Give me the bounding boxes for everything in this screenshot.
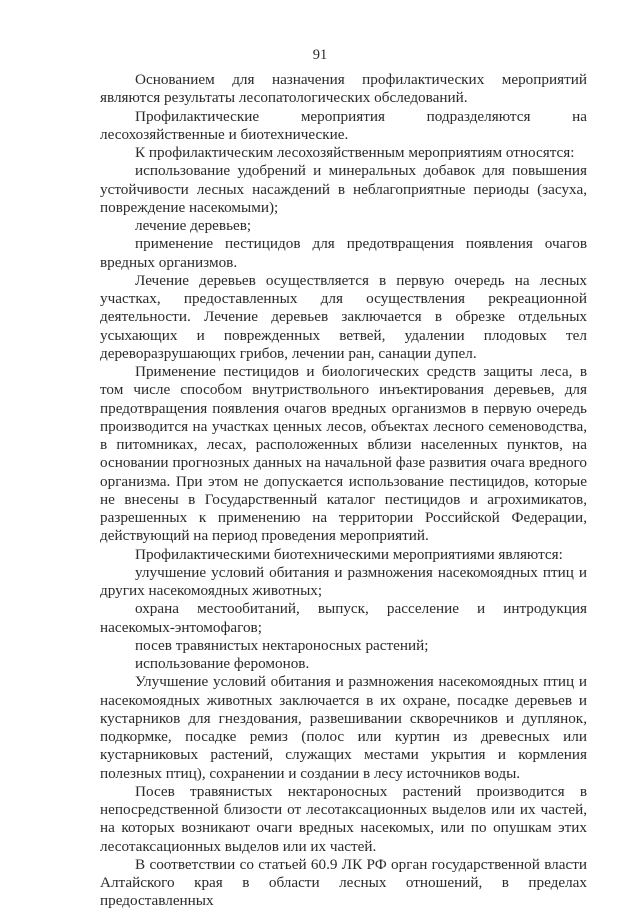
list-item-fertilizers: использование удобрений и минеральных добавок для повышения устойчивости лесных насаждений в неблагоприятные периоды (засуха, повреждение насекомыми); [100,162,587,216]
list-item-pesticides: применение пестицидов для предотвращения появления очагов вредных организмов. [100,235,587,271]
list-item-nectar-plants: посев травянистых нектароносных растений; [135,636,429,654]
page-number: 91 [312,47,328,63]
paragraph-tree-treatment: Лечение деревьев осуществляется в первую очередь на лесных участках, предоставленных для осуществления рекреационной деятельности. Лечение деревьев заключается в обрезке отдельных усыхающих и поврежденных ветвей, удалении плодовых тел дереворазрушающих грибов, лечении ран, санации дупел. [100,271,587,362]
list-item-birds: улучшение условий обитания и размножения насекомоядных птиц и других насекомоядных животных; [100,563,587,599]
list-item-pheromones: использование феромонов. [135,655,310,672]
list-item-tree-treatment: лечение деревьев; [135,217,252,234]
paragraph-birds-habitat: Улучшение условий обитания и размножения насекомоядных птиц и насекомоядных животных заключается в их охране, посадке деревьев и кустарников для гнездования, развешивании скворечников и дуплянок, подкормке, посадке ремиз (полос или куртин из древесных или кустарниковых растений, служащих местами укрытия и кормления полезных птиц), сохранении и создании в лесу источников воды. [100,673,587,782]
paragraph-nectar-sowing: Посев травянистых нектароносных растений производится в непосредственной близости от лесотаксационных выделов или их частей, на которых возникают очаги вредных насекомых, или по опушкам этих лесотаксационных выделов или их частей. [100,782,587,855]
list-item-entomophages: охрана местообитаний, выпуск, расселение и интродукция насекомых-энтомофагов; [100,600,587,636]
paragraph-pesticide-use: Применение пестицидов и биологических средств защиты леса, в том числе способом внутриствольного инъектирования деревьев, для предотвращения появления очагов вредных организмов в первую очередь производится на участках ценных лесов, объектах лесного семеноводства, в питомниках, лесах, расположенных вблизи населенных пунктов, на основании прогнозных данных на начальной фазе развития очага вредного организма. При этом не допускается использование пестицидов, которые не внесены в Государственный каталог пестицидов и агрохимикатов, разрешенных к применению на территории Российской Федерации, действующий на период проведения мероприятий. [100,363,587,545]
paragraph-types: Профилактические мероприятия подразделяются на лесохозяйственные и биотехнические. [100,107,587,143]
document-body [100,71,587,911]
paragraph-forestry-intro: К профилактическим лесохозяйственным мероприятиям относятся: [135,144,575,161]
paragraph-basis: Основанием для назначения профилактических мероприятий являются результаты лесопатологических обследований. [100,71,587,107]
paragraph-biotech-intro: Профилактическими биотехническими мероприятиями являются: [135,545,563,563]
paragraph-article-60-9: В соответствии со статьей 60.9 ЛК РФ орган государственной власти Алтайского края в области лесных отношений, в пределах предоставленных [100,855,587,910]
